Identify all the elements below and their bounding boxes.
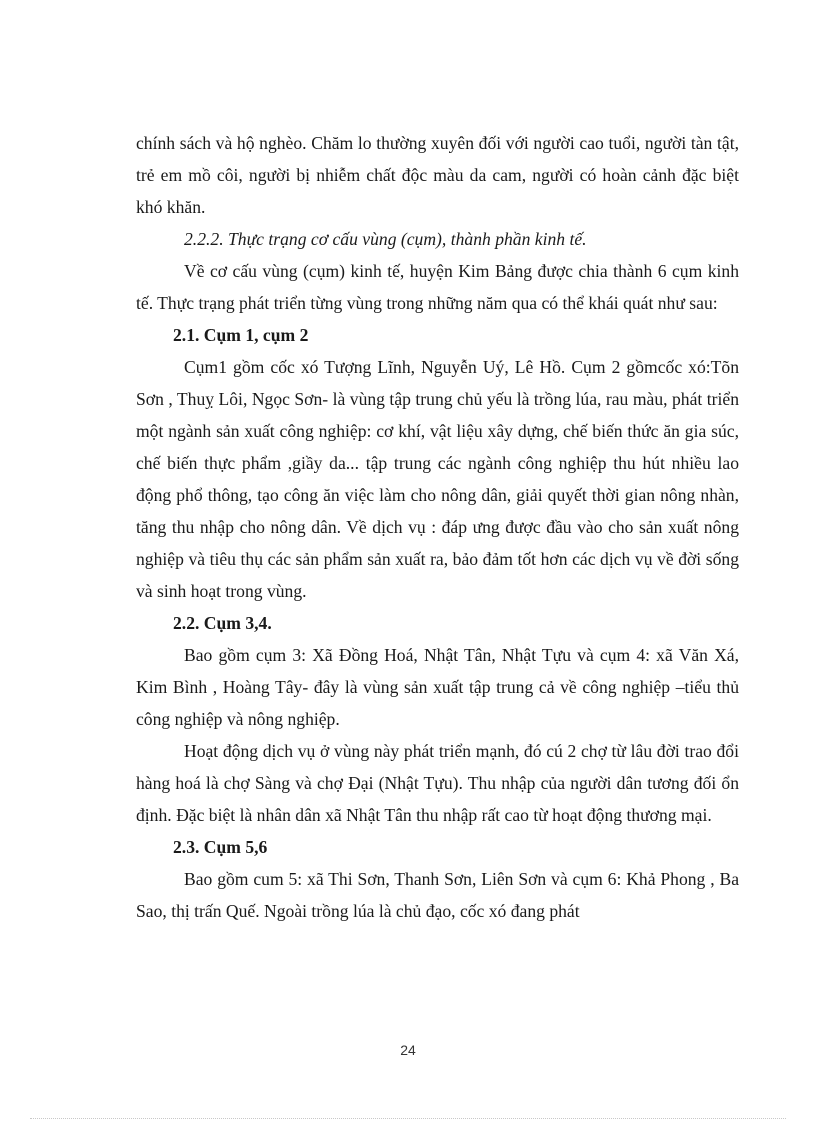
paragraph-intro: Về cơ cấu vùng (cụm) kinh tế, huyện Kim Bảng được chia thành 6 cụm kinh tế. Thực trạng phát triển từng vùng trong những năm qua có thể khái quát như sau: [136,261,739,313]
paragraph-cluster-1-2: Cụm1 gồm cốc xó Tượng Lĩnh, Nguyễn Uý, Lê Hồ. Cụm 2 gồmcốc xó:Tõn Sơn , Thuỵ Lôi, Ngọc Sơn- là vùng tập trung chủ yếu là trồng lúa, rau màu, phát triển một ngành sản xuất công nghiệp: cơ khí, vật liệu xây dựng, chế biến thức ăn gia súc, chế biến thực phẩm ,giầy da... tập trung các ngành công nghiệp thu hút nhiều lao động phổ thông, tạo công ăn việc làm cho nông dân, giải quyết thời gian nông nhàn, tăng thu nhập cho nông dân. Về dịch vụ : đáp ưng được đầu vào cho sản xuất nông nghiệp và tiêu thụ các sản phẩm sản xuất ra, bảo đảm tốt hơn các dịch vụ về đời sống và sinh hoạt trong vùng. [136,357,739,601]
page-bottom-divider [30,1118,786,1119]
heading-cluster-1-2: 2.1. Cụm 1, cụm 2 [173,325,309,345]
paragraph-cluster-3-4: Bao gồm cụm 3: Xã Đồng Hoá, Nhật Tân, Nhật Tựu và cụm 4: xã Văn Xá, Kim Bình , Hoàng Tây- đây là vùng sản xuất tập trung cả về công nghiệp –tiểu thủ công nghiệp và nông nghiệp. [136,645,739,729]
heading-cluster-5-6: 2.3. Cụm 5,6 [173,837,268,857]
body-text [136,127,739,927]
heading-cluster-3-4: 2.2. Cụm 3,4. [173,613,272,633]
paragraph-services: Hoạt động dịch vụ ở vùng này phát triển mạnh, đó cú 2 chợ từ lâu đời trao đổi hàng hoá là chợ Sàng và chợ Đại (Nhật Tựu). Thu nhập của người dân tương đối ổn định. Đặc biệt là nhân dân xã Nhật Tân thu nhập rất cao từ hoạt động thương mại. [136,741,739,825]
section-subheading: 2.2.2. Thực trạng cơ cấu vùng (cụm), thành phần kinh tế. [184,229,587,249]
paragraph-cont: chính sách và hộ nghèo. Chăm lo thường xuyên đối với người cao tuổi, người tàn tật, trẻ em mồ côi, người bị nhiễm chất độc màu da cam, người có hoàn cảnh đặc biệt khó khăn. [136,133,739,217]
page-number: 24 [400,1042,416,1058]
paragraph-cluster-5-6: Bao gồm cum 5: xã Thi Sơn, Thanh Sơn, Liên Sơn và cụm 6: Khả Phong , Ba Sao, thị trấn Quế. Ngoài trồng lúa là chủ đạo, cốc xó đang phát [136,869,739,921]
